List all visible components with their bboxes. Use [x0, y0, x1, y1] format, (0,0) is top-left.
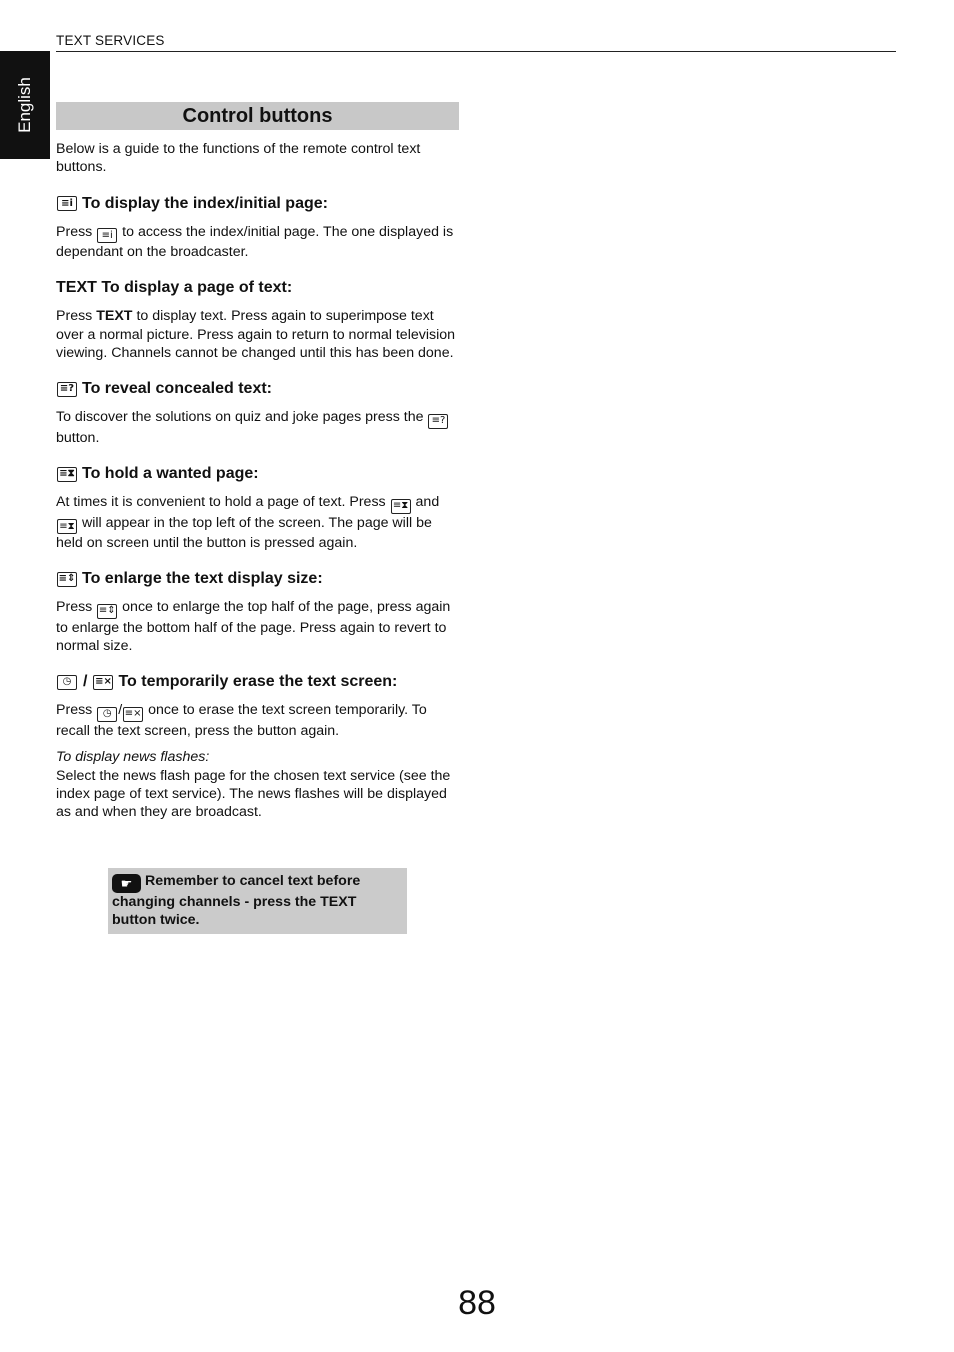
erase-body-text: once to erase the text screen temporarily. To recall the text screen, press the button again.	[56, 702, 427, 739]
text-body	[56, 307, 459, 362]
section-title: Control buttons	[56, 102, 459, 130]
size-body	[56, 598, 459, 655]
intro-text: Below is a guide to the functions of the remote control text buttons.	[56, 141, 421, 176]
news-body: Select the news flash page for the chosen text service (see the index page of text service). The news flashes will be displayed as and when they are broadcast.	[56, 767, 451, 821]
hold-heading	[56, 464, 459, 484]
hold-body-and: and	[415, 494, 440, 511]
note-box	[108, 868, 407, 934]
reveal-body-end: button.	[56, 429, 100, 446]
hold-heading-text: To hold a wanted page:	[82, 465, 259, 483]
slash-separator: /	[83, 673, 88, 691]
press-word: Press	[56, 308, 93, 325]
erase-button-icon: ≡×	[93, 675, 113, 690]
language-label: English	[15, 77, 34, 133]
index-body-text: to access the index/initial page. The one displayed is dependant on the broadcaster.	[56, 223, 454, 261]
news-subheading: To display news flashes:	[56, 749, 210, 766]
slash-separator: /	[118, 702, 123, 719]
reveal-heading-text: To reveal concealed text:	[82, 380, 272, 398]
erase-heading-text: To temporarily erase the text screen:	[118, 673, 398, 691]
reveal-button-icon: ≡?	[57, 382, 77, 397]
main-column	[56, 102, 459, 821]
size-button-icon: ≡⇕	[57, 572, 77, 587]
size-body-text: once to enlarge the top half of the page, press again to enlarge the bottom half of the page. Press again to revert to normal size.	[56, 599, 451, 655]
index-button-icon: ≡i	[57, 196, 77, 211]
note-text: Remember to cancel text before changing channels - press the TEXT button twice.	[112, 873, 361, 929]
text-heading: TEXT To display a page of text:	[56, 279, 293, 297]
reveal-body-text: To discover the solutions on quiz and joke pages press the	[56, 409, 424, 426]
reveal-heading	[56, 379, 459, 399]
clock-button-icon: ◷	[57, 675, 77, 690]
press-word: Press	[56, 702, 93, 719]
hold-indicator-icon: ≡⧗	[57, 519, 77, 534]
hold-body-start: At times it is convenient to hold a page of text. Press	[56, 494, 386, 511]
press-word: Press	[56, 599, 93, 616]
language-tab	[0, 51, 50, 159]
running-header: TEXT SERVICES	[56, 33, 896, 52]
text-body-text: to display text. Press again to superimpose text over a normal picture. Press again to return to normal television viewing. Channels cannot be changed until this has been done.	[56, 308, 456, 361]
erase-button-icon: ≡×	[123, 707, 143, 722]
index-heading-text: To display the index/initial page:	[82, 194, 328, 212]
size-heading	[56, 569, 459, 589]
hold-body-end: will appear in the top left of the screen. The page will be held on screen until the button is pressed again.	[56, 514, 432, 552]
text-key-label: TEXT	[96, 308, 133, 325]
hold-body	[56, 493, 459, 552]
erase-body	[56, 701, 459, 740]
reveal-button-icon: ≡?	[428, 414, 448, 429]
erase-heading	[56, 672, 459, 692]
reveal-body	[56, 408, 459, 447]
hand-pointer-icon: ☛	[112, 874, 141, 893]
size-button-icon: ≡⇕	[97, 604, 117, 619]
clock-button-icon: ◷	[97, 707, 117, 722]
index-button-icon: ≡i	[97, 228, 117, 243]
page-number: 88	[458, 1284, 496, 1322]
hold-button-icon: ≡⧗	[391, 499, 411, 514]
hold-button-icon: ≡⧗	[57, 467, 77, 482]
index-heading	[56, 194, 459, 214]
size-heading-text: To enlarge the text display size:	[82, 570, 323, 588]
index-body	[56, 223, 459, 262]
press-word: Press	[56, 223, 93, 240]
